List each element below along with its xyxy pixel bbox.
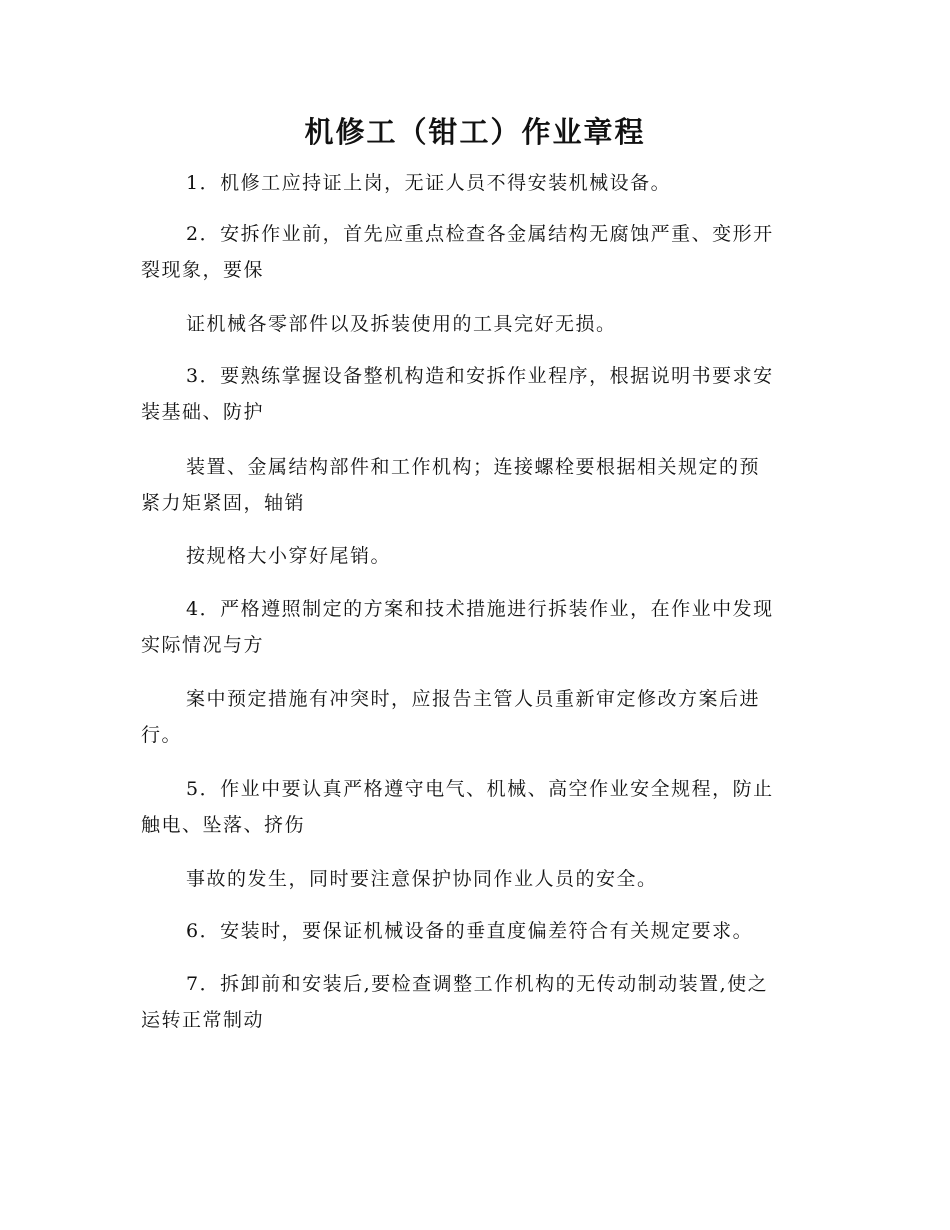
paragraph-4 [141, 358, 811, 430]
paragraph-line: 6．安装时，要保证机械设备的垂直度偏差符合有关规定要求。 [186, 920, 754, 942]
paragraph-7 [141, 591, 811, 663]
paragraph-8 [141, 681, 811, 753]
paragraph-line: 按规格大小穿好尾销。 [186, 545, 392, 567]
document-title: 机修工（钳工）作业章程 [304, 115, 646, 149]
paragraph-2 [141, 216, 811, 288]
paragraph-line: 装置、金属结构部件和工作机构；连接螺栓要根据相关规定的预 [186, 456, 761, 478]
paragraph-line: 事故的发生，同时要注意保护协同作业人员的安全。 [186, 868, 658, 890]
paragraph-line: 实际情况与方 [141, 634, 265, 656]
paragraph-1 [141, 165, 811, 201]
paragraph-5 [141, 449, 811, 521]
paragraph-line: 证机械各零部件以及拆装使用的工具完好无损。 [186, 313, 617, 335]
paragraph-10 [141, 861, 811, 897]
paragraph-line: 裂现象，要保 [141, 259, 265, 281]
paragraph-11 [141, 913, 811, 949]
paragraph-3 [141, 306, 811, 342]
paragraph-line: 4．严格遵照制定的方案和技术措施进行拆装作业，在作业中发现 [186, 598, 774, 620]
paragraph-line: 7．拆卸前和安装后,要检查调整工作机构的无传动制动装置,使之 [186, 973, 769, 995]
paragraph-line: 2．安拆作业前，首先应重点检查各金属结构无腐蚀严重、变形开 [186, 223, 774, 245]
paragraph-line: 装基础、防护 [141, 401, 265, 423]
paragraph-line: 触电、坠落、挤伤 [141, 814, 306, 836]
paragraph-line: 行。 [141, 724, 183, 746]
paragraph-line: 运转正常制动 [141, 1009, 265, 1031]
paragraph-9 [141, 771, 811, 843]
paragraph-12 [141, 966, 811, 1038]
paragraph-line: 紧力矩紧固，轴销 [141, 492, 306, 514]
paragraph-line: 案中预定措施有冲突时，应报告主管人员重新审定修改方案后进 [186, 688, 761, 710]
paragraph-line: 1．机修工应持证上岗，无证人员不得安装机械设备。 [186, 172, 672, 194]
paragraph-6 [141, 538, 811, 574]
paragraph-line: 3．要熟练掌握设备整机构造和安拆作业程序，根据说明书要求安 [186, 365, 774, 387]
paragraph-line: 5．作业中要认真严格遵守电气、机械、高空作业安全规程，防止 [186, 778, 774, 800]
